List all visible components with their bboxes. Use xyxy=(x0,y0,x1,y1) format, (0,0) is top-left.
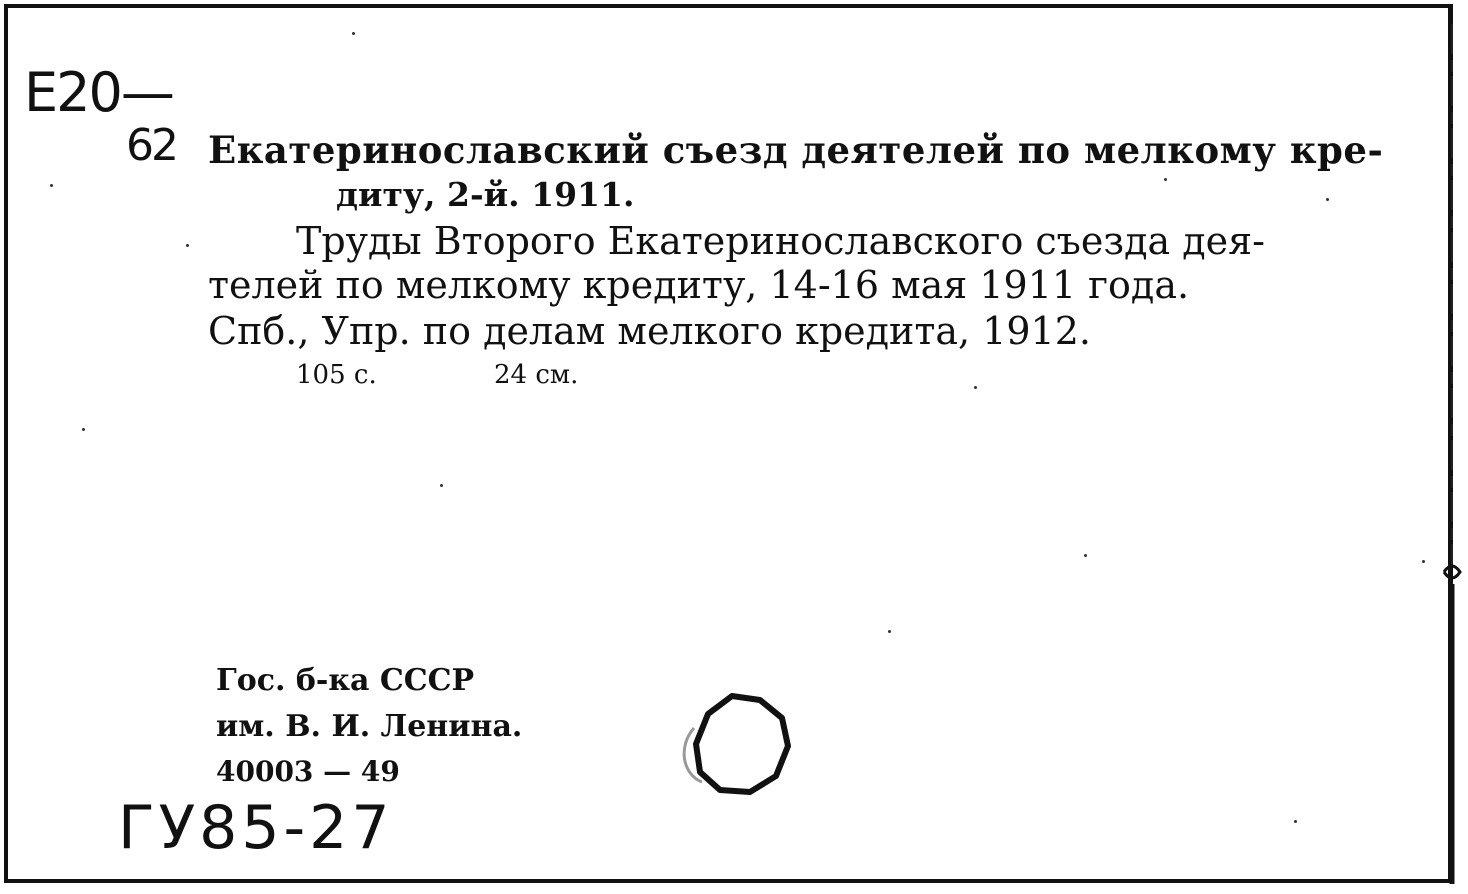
dust-speck xyxy=(1294,820,1297,823)
library-stamp-line-1: Гос. б-ка СССР xyxy=(216,663,475,698)
dust-speck xyxy=(440,484,443,487)
punch-hole-icon xyxy=(672,690,800,802)
card-edge-line xyxy=(1438,24,1466,884)
dust-speck xyxy=(82,428,85,431)
inventory-number: ГУ85-27 xyxy=(118,793,394,863)
dust-speck xyxy=(1164,178,1167,181)
imprint-line: Спб., Упр. по делам мелкого кредита, 1912. xyxy=(208,309,1091,353)
title-line-1: Труды Второго Екатеринославского съезда дея- xyxy=(296,219,1265,263)
card-heading-continuation: диту, 2-й. 1911. xyxy=(336,175,635,214)
card-heading: Екатеринославский съезд деятелей по мелкому кре- xyxy=(208,128,1384,172)
catalog-card xyxy=(4,4,1453,883)
dust-speck xyxy=(974,386,977,389)
dust-speck xyxy=(352,32,355,35)
dust-speck xyxy=(1326,198,1329,201)
dust-speck xyxy=(888,630,891,633)
dust-speck xyxy=(1422,560,1425,563)
dust-speck xyxy=(1084,554,1087,557)
library-stamp-line-3: 40003 — 49 xyxy=(216,755,400,788)
page-count: 105 с. xyxy=(296,360,377,390)
book-size: 24 см. xyxy=(494,360,579,390)
dust-speck xyxy=(186,244,189,247)
call-number-top: E20— xyxy=(24,61,173,124)
dust-speck xyxy=(50,184,53,187)
call-number-bottom: 62 xyxy=(126,120,176,171)
library-stamp-line-2: им. В. И. Ленина. xyxy=(216,709,523,744)
title-line-2: телей по мелкому кредиту, 14-16 мая 1911 года. xyxy=(208,263,1190,307)
